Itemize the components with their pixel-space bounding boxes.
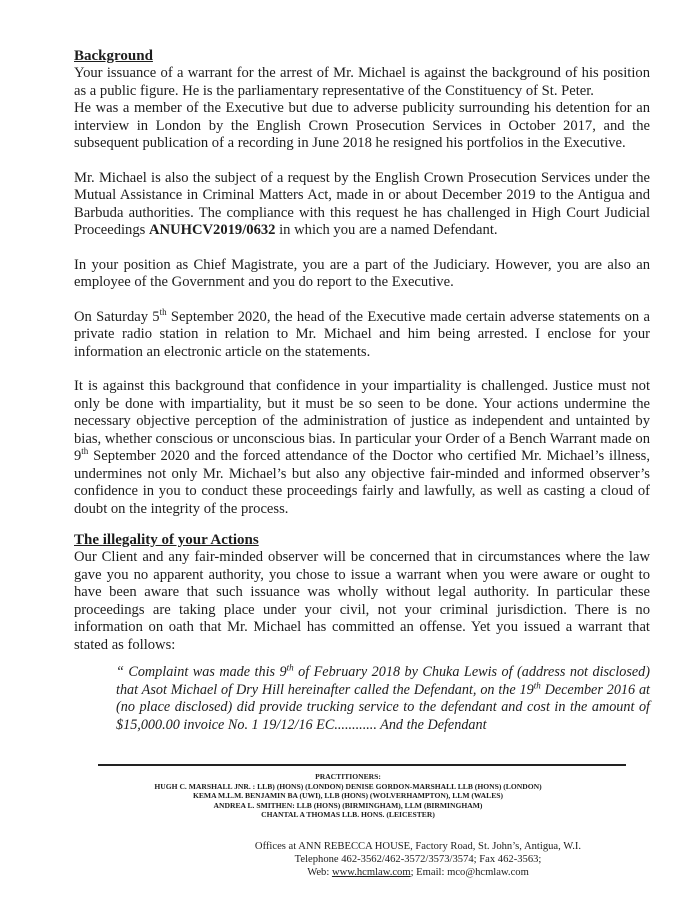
- offices-block: [200, 840, 636, 879]
- impartiality-start: It is against this background that confidence in your impartiality is challenged. Justice must not only be done with impartiality, but it must be so seen to be done. Your actions undermine the necessary objective perception of the administration of justice as independent and untainted by bias, whether conscious or unconscious bias. In particular your Order of a Bench Warrant made on 9: [74, 378, 650, 464]
- ordinal-suffix: th: [286, 662, 294, 673]
- background-paragraph-1: Your issuance of a warrant for the arrest of Mr. Michael is against the background of his position as a public figure. He is the parliamentary representative of the Constituency of St. Peter.: [74, 65, 650, 99]
- quote-text-c: December 2016 at (no place disclosed) did provide trucking service to the defendant and cost in the amount of $15,000.00 invoice No. 1 19/12/16 EC............ And the Defendant: [116, 681, 650, 733]
- web-label: Web:: [307, 867, 332, 878]
- mutual-assistance-text: Mr. Michael is also the subject of a request by the English Crown Prosecution Services under the Mutual Assistance in Criminal Matters Act, made in or about December 2019 to the Antigua and Barbuda authorities. The compliance with this request he has challenged in High Court Judicial Proceedings: [74, 169, 650, 238]
- offices-contact: [200, 866, 636, 879]
- spacer: [74, 240, 650, 257]
- radio-statements-paragraph: [74, 306, 650, 362]
- offices-telephone: Telephone 462-3562/462-3572/3573/3574; Fax 462-3563;: [294, 854, 542, 865]
- email-address[interactable]: mco@hcmlaw.com: [447, 867, 529, 878]
- practitioners-title: PRACTITIONERS:: [315, 772, 381, 781]
- radio-statements-rest: September 2020, the head of the Executive made certain adverse statements on a private radio station in relation to Mr. Michael and him being arrested. I enclose for your information an electronic article on the statements.: [74, 308, 650, 360]
- radio-statements-start: On Saturday 5: [74, 308, 160, 325]
- practitioner-line: CHANTAL A THOMAS LLB. HONS. (LEICESTER): [261, 810, 435, 820]
- offices-address: Offices at ANN REBECCA HOUSE, Factory Road, St. John’s, Antigua, W.I.: [254, 841, 582, 852]
- website-link[interactable]: www.hcmlaw.com: [331, 867, 411, 878]
- spacer: [74, 153, 650, 170]
- ordinal-suffix: th: [159, 306, 167, 317]
- mutual-assistance-paragraph: [74, 170, 650, 240]
- mutual-assistance-text-end: in which you are a named Defendant.: [275, 222, 498, 238]
- ordinal-suffix: th: [81, 446, 89, 457]
- quote-text-b: of February 2018 by Chuka Lewis of (address not disclosed) that Asot Michael of Dry Hill hereinafter called the Defendant, on the 19: [116, 664, 650, 698]
- quote-text-a: “ Complaint was made this 9: [116, 664, 287, 680]
- background-heading: Background: [74, 48, 153, 64]
- impartiality-paragraph: [74, 378, 650, 518]
- impartiality-rest: September 2020 and the forced attendance of the Doctor who certified Mr. Michael’s illness, undermines not only Mr. Michael’s but also any objective fair-minded and informed observer’s confidence in you to conduct these proceedings fairly and lawfully, as well as casting a cloud of doubt on the integrity of the process.: [74, 448, 650, 517]
- ordinal-suffix: th: [533, 679, 541, 690]
- chief-magistrate-paragraph: In your position as Chief Magistrate, you are a part of the Judiciary. However, you are also an employee of the Government and you do report to the Executive.: [74, 256, 650, 290]
- practitioners-block: [0, 772, 696, 820]
- spacer: [74, 518, 650, 532]
- practitioner-line: KEMA M.L.M. BENJAMIN BA (UWI), LLB (HONS) (WOLVERHAMPTON), LLM (WALES): [192, 791, 504, 801]
- practitioner-line: HUGH C. MARSHALL JNR. : LLB) (HONS) (LONDON) DENISE GORDON-MARSHALL LLB (HONS) (LONDON): [154, 781, 542, 791]
- illegality-heading: The illegality of your Actions: [74, 532, 259, 548]
- warrant-quote: [116, 664, 650, 734]
- background-paragraph-2: He was a member of the Executive but due to adverse publicity surrounding his detention for an interview in London by the English Crown Prosecution Services in October 2017, and the subsequent publication of a recording in June 2018 he resigned his portfolios in the Executive.: [74, 100, 650, 151]
- case-number: ANUHCV2019/0632: [148, 222, 276, 238]
- spacer: [74, 361, 650, 378]
- footer-divider: [98, 764, 626, 766]
- email-label: ; Email:: [410, 867, 448, 878]
- illegality-paragraph: Our Client and any fair-minded observer will be concerned that in circumstances where the law gave you no apparent authority, you chose to issue a warrant when you were aware or ought to have been aware that such issuance was wholly without legal authority. In particular these proceedings are taking place under your civil, not your criminal jurisdiction. There is no information on oath that Mr. Michael has committed an offense. Yet you issued a warrant that stated as follows:: [74, 549, 650, 653]
- practitioner-line: ANDREA L. SMITHEN: LLB (HONS) (BIRMINGHAM), LLM (BIRMINGHAM): [213, 800, 483, 810]
